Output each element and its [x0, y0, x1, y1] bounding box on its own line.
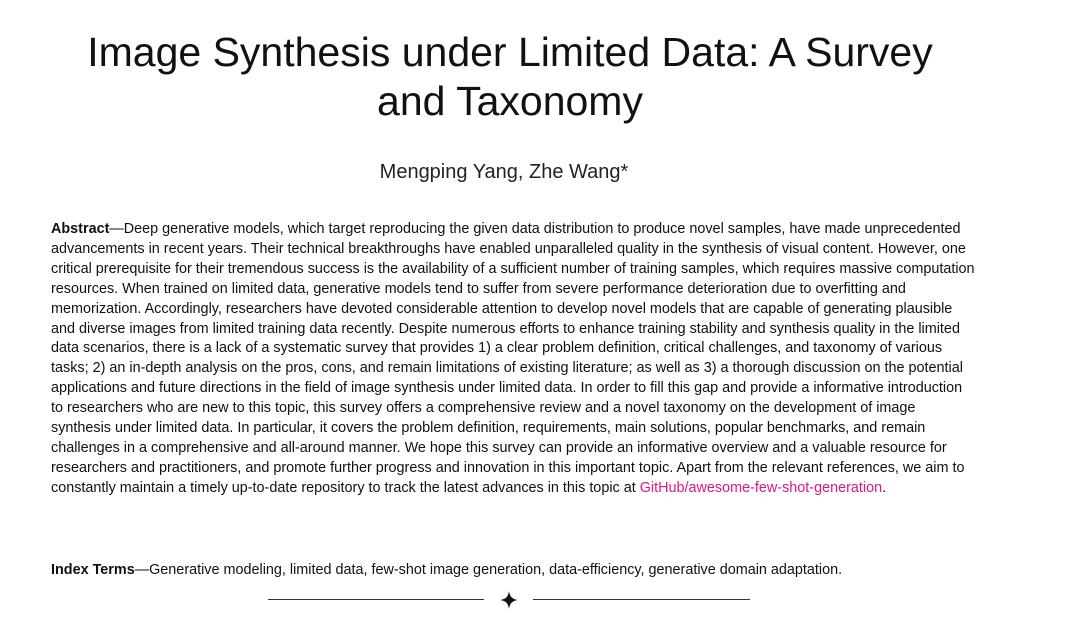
paper-title-line-1: Image Synthesis under Limited Data: A Survey	[87, 29, 933, 75]
abstract-body: Deep generative models, which target reproducing the given data distribution to produce novel samples, have made unprecedented advancements in recent years. Their technical breakthroughs have enabled unparalleled quality in the synthesis of visual content. However, one critical prerequisite for their tremendous success is the availability of a sufficient number of training samples, which requires massive computation resources. When trained on limited data, generative models tend to suffer from severe performance deterioration due to overfitting and memorization. Accordingly, researchers have devoted considerable attention to develop novel models that are capable of generating plausible and diverse images from limited training data recently. Despite numerous efforts to enhance training stability and synthesis quality in the limited data scenarios, there is a lack of a systematic survey that provides 1) a clear problem definition, critical challenges, and taxonomy of various tasks; 2) an in-depth analysis on the pros, cons, and remain limitations of existing literature; as well as 3) a thorough discussion on the potential applications and future directions in the field of image synthesis under limited data. In order to fill this gap and provide a informative introduction to researchers who are new to this topic, this survey offers a comprehensive review and a novel taxonomy on the development of image synthesis under limited data. In particular, it covers the problem definition, requirements, main solutions, popular benchmarks, and remain challenges in a comprehensive and all-around manner. We hope this survey can provide an informative overview and a valuable resource for researchers and practitioners, and promote further progress and innovation in this important topic. Apart from the relevant references, we aim to constantly maintain a timely up-to-date repository to track the latest advances in this topic at	[51, 221, 975, 496]
divider-rule-right	[533, 599, 750, 600]
divider-rule-left	[268, 599, 484, 600]
author-list: Mengping Yang, Zhe Wang*	[379, 161, 629, 183]
index-terms-dash: —	[134, 562, 150, 578]
abstract-paragraph	[51, 220, 975, 499]
abstract-end: .	[882, 479, 887, 496]
abstract-dash: —	[109, 221, 124, 237]
index-terms-paragraph	[51, 561, 975, 581]
abstract-label: Abstract	[51, 221, 110, 237]
section-divider	[268, 590, 750, 610]
index-terms-label: Index Terms	[51, 562, 135, 578]
four-point-star-icon	[499, 590, 519, 610]
index-terms-body: Generative modeling, limited data, few-shot image generation, data-efficiency, generative domain adaptation.	[149, 562, 843, 578]
github-repo-link[interactable]: GitHub/awesome-few-shot-generation	[639, 479, 883, 496]
paper-title	[0, 28, 1020, 126]
paper-title-line-2: and Taxonomy	[377, 78, 643, 124]
